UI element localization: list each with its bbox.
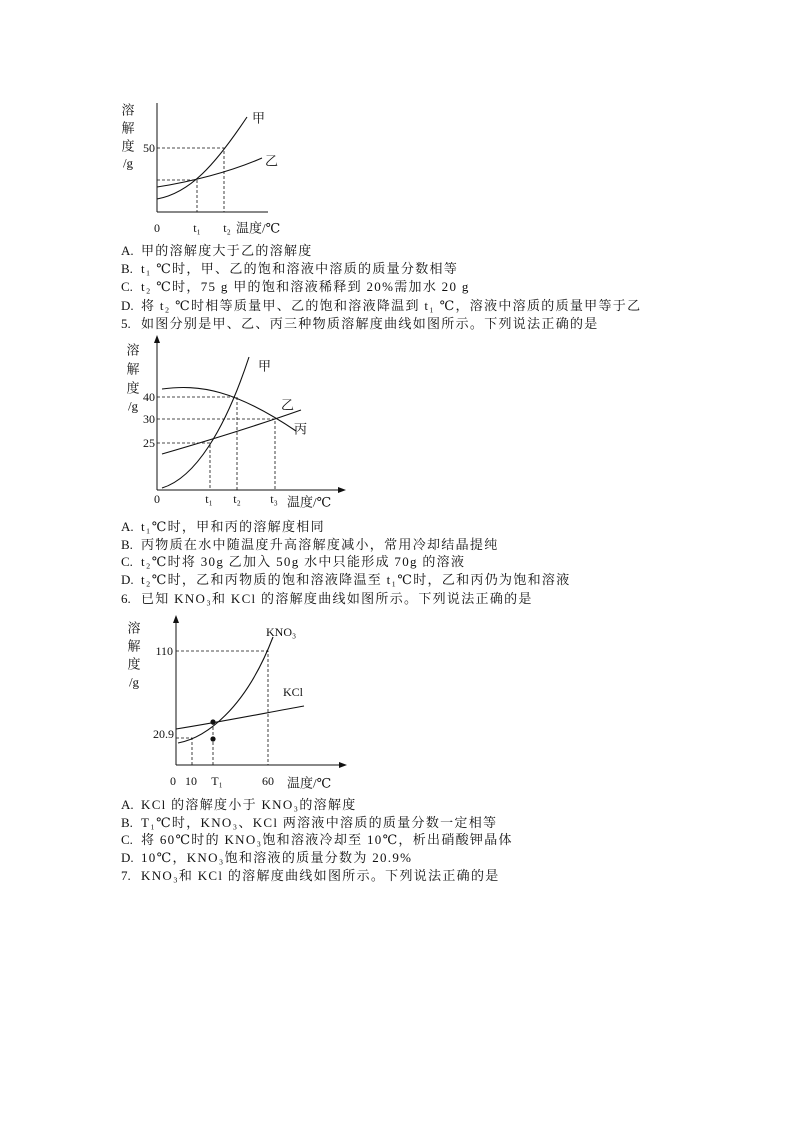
option-b: [121, 815, 497, 831]
question-stem: [121, 591, 533, 607]
option-a: [121, 797, 357, 813]
option-text: 将 t₂ ℃时相等质量甲、乙的饱和溶液降温到 t₁ ℃，溶液中溶质的质量甲等于乙: [141, 298, 642, 313]
option-d: [121, 572, 571, 588]
x-tick-label: 0: [170, 774, 176, 788]
curve-kno3: [178, 637, 273, 743]
y-tick-label: 40: [143, 390, 155, 404]
y-tick-label: 25: [143, 436, 155, 450]
question-number: 5.: [121, 316, 131, 331]
solubility-figure-1: [110, 95, 300, 240]
curve-label-yi: 乙: [281, 397, 295, 413]
option-label: B.: [121, 537, 133, 552]
option-c: [121, 279, 470, 295]
curve-yi: [157, 158, 262, 187]
curve-label-kno3: KNO₃: [266, 625, 297, 639]
x-axis-arrow: [339, 762, 347, 768]
intersection-dot: [210, 719, 215, 724]
option-label: B.: [121, 815, 133, 830]
guide-line-dashed: [176, 651, 268, 765]
x-tick-label: t₂: [223, 221, 231, 235]
curve-jia: [157, 117, 247, 199]
option-text: 丙物质在水中随温度升高溶解度减小，常用冷却结晶提纯: [141, 537, 499, 552]
option-text: KCl 的溶解度小于 KNO₃的溶解度: [141, 797, 357, 812]
y-axis-title-unit: /g: [128, 674, 140, 690]
question-text: KNO₃和 KCl 的溶解度曲线如图所示。下列说法正确的是: [141, 868, 500, 883]
option-text: 甲的溶解度大于乙的溶解度: [141, 243, 313, 258]
y-tick-label: 110: [155, 644, 173, 658]
x-axis-title: 温度/℃: [236, 220, 281, 236]
question-number: 6.: [121, 591, 131, 606]
x-tick-label: 0: [154, 221, 160, 235]
option-text: t₂ ℃时，75 g 甲的饱和溶液稀释到 20%需加水 20 g: [141, 279, 470, 294]
y-tick-label: 20.9: [153, 727, 174, 741]
y-axis-title-char: 解: [121, 120, 135, 136]
question-number: 7.: [121, 868, 131, 883]
guide-line-dashed: [157, 443, 210, 490]
y-axis-title-char: 溶: [127, 620, 141, 636]
x-tick-label: T₁: [211, 774, 223, 788]
y-axis-title-unit: /g: [127, 398, 139, 414]
option-text: t₁ ℃时，甲、乙的饱和溶液中溶质的质量分数相等: [141, 261, 459, 276]
x-tick-label: t₃: [270, 492, 278, 506]
y-axis-arrow: [173, 615, 179, 623]
solubility-figure-3: [110, 608, 360, 792]
question-text: 如图分别是甲、乙、丙三种物质溶解度曲线如图所示。下列说法正确的是: [141, 316, 599, 331]
option-b: [121, 261, 458, 277]
option-label: A.: [121, 797, 134, 812]
y-axis-title-char: 溶: [126, 342, 140, 358]
y-axis-title-char: 解: [127, 638, 141, 654]
question-text: 已知 KNO₃和 KCl 的溶解度曲线如图所示。下列说法正确的是: [141, 591, 533, 606]
option-text: 10℃，KNO₃饱和溶液的质量分数为 20.9%: [141, 850, 413, 865]
curve-label-jia: 甲: [252, 110, 266, 126]
option-label: A.: [121, 519, 134, 534]
x-axis-title: 温度/℃: [287, 775, 332, 791]
option-c: [121, 832, 513, 848]
option-text: T₁℃时，KNO₃、KCl 两溶液中溶质的质量分数一定相等: [141, 815, 498, 830]
question-stem: [121, 868, 500, 884]
option-text: t₂℃时将 30g 乙加入 50g 水中只能形成 70g 的溶液: [141, 554, 466, 569]
y-axis-title-char: 度: [127, 656, 141, 672]
curve-label-jia: 甲: [258, 358, 272, 374]
guide-line-dashed: [157, 180, 197, 212]
option-label: A.: [121, 243, 134, 258]
point-dot: [210, 736, 215, 741]
y-axis-title-char: 度: [126, 380, 140, 396]
x-axis-title: 温度/℃: [287, 494, 332, 510]
option-b: [121, 537, 499, 553]
option-c: [121, 554, 465, 570]
y-tick-label: 50: [143, 141, 155, 155]
x-tick-label: t₁: [205, 492, 213, 506]
x-tick-label: 60: [262, 774, 274, 788]
y-axis-arrow: [154, 335, 160, 343]
curve-label-kcl: KCl: [283, 685, 304, 699]
curve-label-bing: 丙: [294, 421, 308, 437]
option-text: t₂℃时，乙和丙物质的饱和溶液降温至 t₁℃时，乙和丙仍为饱和溶液: [141, 572, 571, 587]
option-label: C.: [121, 279, 133, 294]
option-label: C.: [121, 832, 133, 847]
option-label: D.: [121, 298, 134, 313]
curve-yi: [162, 410, 301, 454]
y-axis-title-char: 溶: [121, 102, 135, 118]
curve-label-yi: 乙: [265, 153, 279, 169]
guide-line-dashed: [157, 419, 275, 490]
x-axis-arrow: [338, 487, 346, 493]
curve-jia: [162, 357, 249, 488]
y-axis-title-char: 解: [126, 361, 140, 377]
option-a: [121, 519, 325, 535]
y-axis-title-unit: /g: [122, 155, 134, 171]
option-d: [121, 850, 412, 866]
y-axis-title-char: 度: [121, 138, 135, 154]
option-label: B.: [121, 261, 133, 276]
option-text: 将 60℃时的 KNO₃饱和溶液冷却至 10℃，析出硝酸钾晶体: [141, 832, 513, 847]
x-tick-label: t₁: [193, 221, 201, 235]
option-label: D.: [121, 572, 134, 587]
option-label: C.: [121, 554, 133, 569]
option-d: [121, 298, 641, 314]
x-tick-label: 10: [185, 774, 197, 788]
x-tick-label: t₂: [233, 492, 241, 506]
solubility-figure-2: [110, 330, 360, 512]
option-text: t₁℃时，甲和丙的溶解度相同: [141, 519, 325, 534]
curve-kcl: [176, 706, 304, 729]
option-a: [121, 243, 313, 259]
y-tick-label: 30: [143, 412, 155, 426]
x-tick-label: 0: [154, 492, 160, 506]
option-label: D.: [121, 850, 134, 865]
